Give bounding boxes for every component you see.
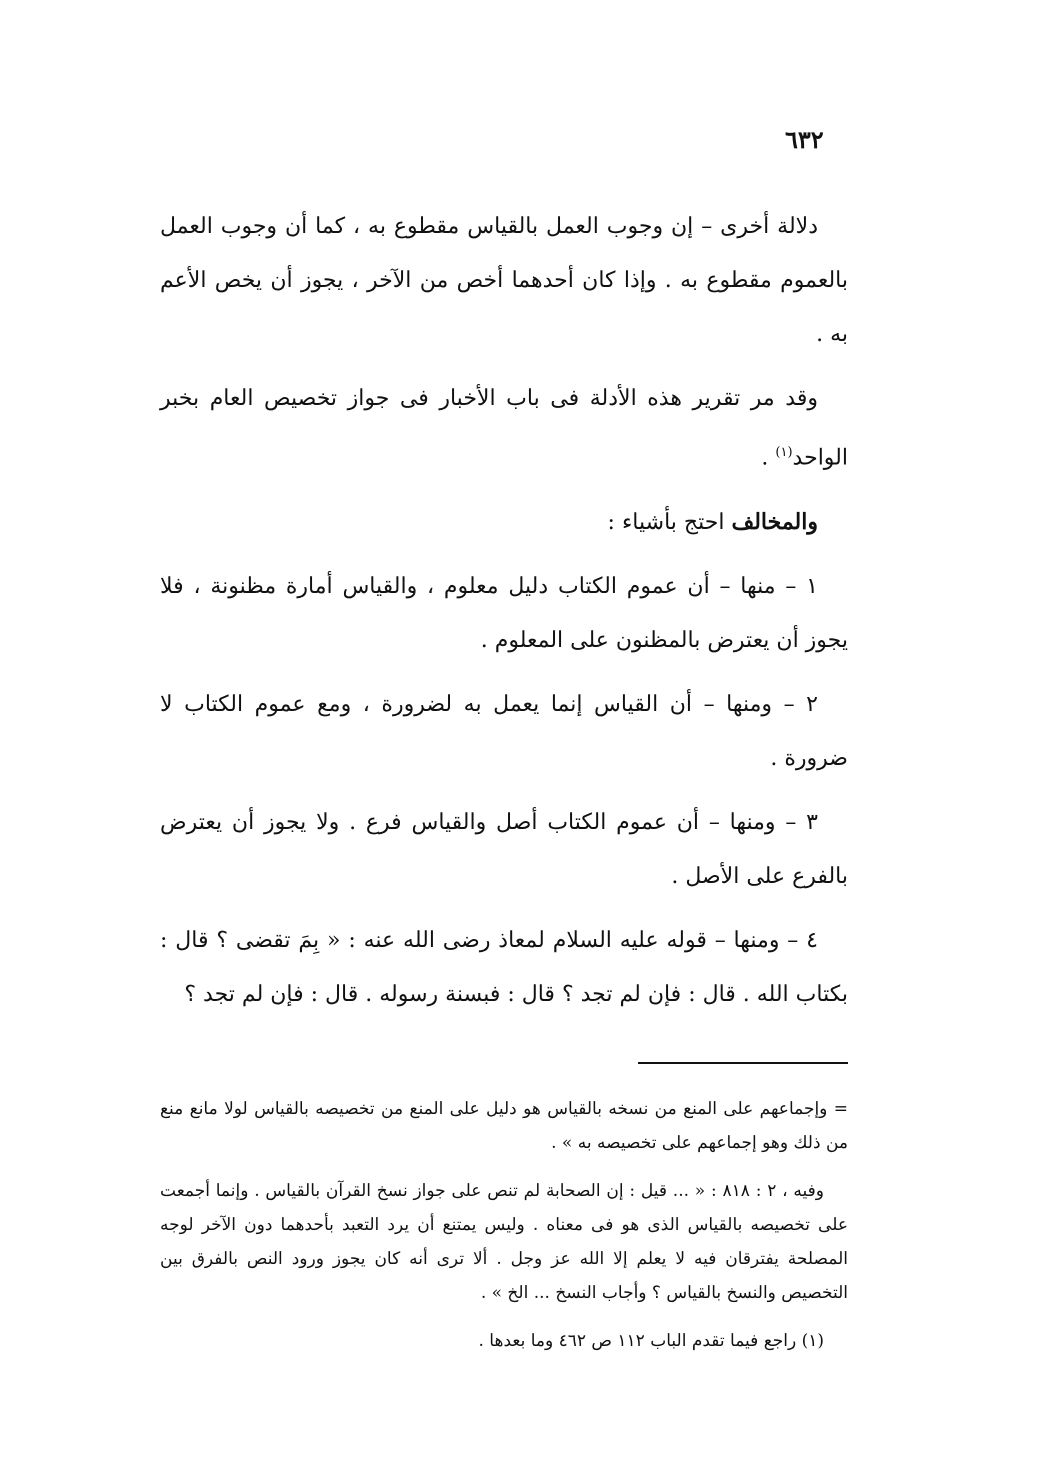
paragraph-3 — [160, 495, 848, 550]
footnote-divider — [638, 1062, 848, 1064]
footnote-3: (١) راجع فيما تقدم الباب ١١٢ ص ٤٦٢ وما بعدها . — [478, 1331, 824, 1352]
paragraph-5: ٢ – ومنها – أن القياس إنما يعمل به لضرورة ، ومع عموم الكتاب لا ضرورة . — [160, 692, 848, 772]
paragraph-6: ٣ – ومنها – أن عموم الكتاب أصل والقياس فرع . ولا يجوز أن يعترض بالفرع على الأصل . — [160, 810, 848, 890]
paragraph-4: ١ – منها – أن عموم الكتاب دليل معلوم ، والقياس أمارة مظنونة ، فلا يجوز أن يعترض بالمظنون على المعلوم . — [160, 574, 848, 654]
paragraph-2-text: وقد مر تقرير هذه الأدلة فى باب الأخبار فى جواز تخصيص العام بخبر الواحد — [160, 386, 848, 471]
paragraph-3-text: احتج بأشياء : — [607, 510, 725, 536]
footnote-2: وفيه ، ٢ : ٨١٨ : « ... قيل : إن الصحابة لم تنص على جواز نسخ القرآن بالقياس . وإنما أجمعت على تخصيصه بالقياس الذى هو فى معناه . وليس يمتنع أن يرد التعبد بأحدهما دون الآخر لوجه المصلحة يفترقان فيه لا يعلم إلا الله عز وجل . ألا ترى أنه كان يجوز ورود النص بالفرق بين التخصيص والنسخ بالقياس ؟ وأجاب النسخ ... الخ » . — [160, 1181, 848, 1304]
paragraph-2-end: . — [761, 445, 776, 471]
page-number: ٦٣٢ — [785, 125, 824, 154]
paragraph-7: ٤ – ومنها – قوله عليه السلام لمعاذ رضى الله عنه : « بِمَ تقضى ؟ قال : بكتاب الله . قال : فإن لم تجد ؟ قال : فبسنة رسوله . قال : فإن لم تجد ؟ — [160, 928, 848, 1008]
footnote-1: = وإجماعهم على المنع من نسخه بالقياس هو دليل على المنع من تخصيصه بالقياس لولا مانع منع من ذلك وهو إجماعهم على تخصيصه به » . — [160, 1099, 848, 1154]
paragraph-2 — [160, 372, 848, 485]
footnote-ref: (١) — [775, 445, 793, 460]
paragraph-3-lead: والمخالف — [731, 509, 818, 536]
paragraph-1: دلالة أخرى – إن وجوب العمل بالقياس مقطوع به ، كما أن وجوب العمل بالعموم مقطوع به . وإذا كان أحدهما أخص من الآخر ، يجوز أن يخص الأعم به . — [160, 214, 848, 347]
document-page — [160, 120, 848, 1372]
